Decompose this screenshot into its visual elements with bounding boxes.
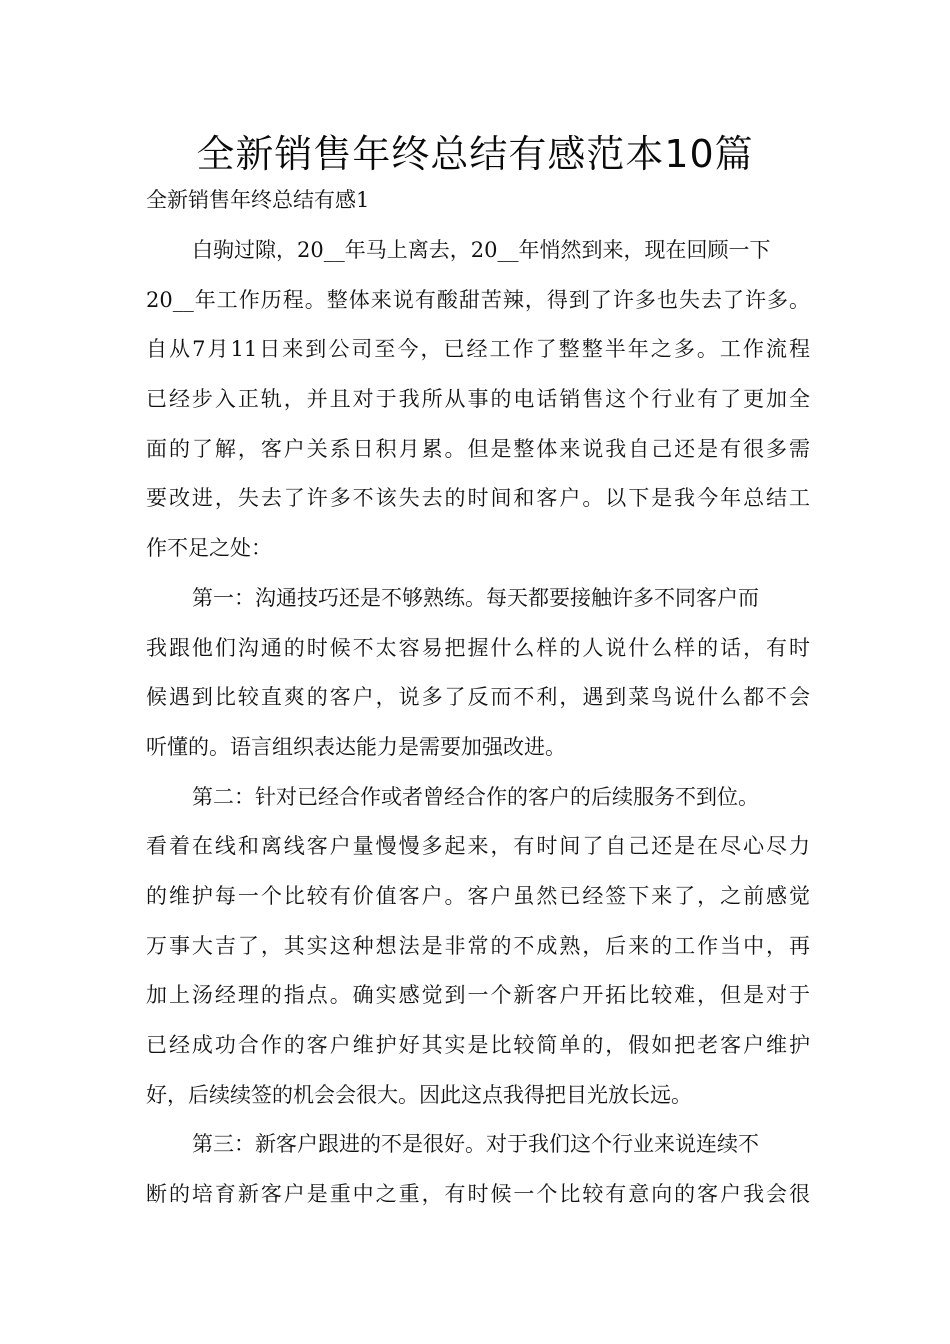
text-line: 我跟他们沟通的时候不太容易把握什么样的人说什么样的话，有时 bbox=[146, 635, 810, 660]
text-line: 20__年工作历程。整体来说有酸甜苦辣，得到了许多也失去了许多。 bbox=[146, 287, 810, 312]
text-line: 候遇到比较直爽的客户，说多了反而不利，遇到菜鸟说什么都不会 bbox=[146, 685, 810, 710]
text-line: 听懂的。语言组织表达能力是需要加强改进。 bbox=[146, 734, 566, 759]
text-line: 白驹过隙，20__年马上离去，20__年悄然到来，现在回顾一下 bbox=[192, 238, 771, 262]
text-line: 看着在线和离线客户量慢慢多起来，有时间了自己还是在尽心尽力 bbox=[146, 834, 810, 859]
text-line: 第三：新客户跟进的不是很好。对于我们这个行业来说连续不 bbox=[192, 1132, 759, 1157]
text-line: 要改进，失去了许多不该失去的时间和客户。以下是我今年总结工 bbox=[146, 486, 810, 511]
document-title: 全新销售年终总结有感范本10篇 bbox=[196, 132, 754, 176]
text-line: 第二：针对已经合作或者曾经合作的客户的后续服务不到位。 bbox=[192, 784, 759, 809]
text-line: 已经成功合作的客户维护好其实是比较简单的，假如把老客户维护 bbox=[146, 1033, 810, 1057]
document-subtitle: 全新销售年终总结有感1 bbox=[146, 188, 370, 212]
text-line: 断的培育新客户是重中之重，有时候一个比较有意向的客户我会很 bbox=[146, 1182, 810, 1207]
text-line: 万事大吉了，其实这种想法是非常的不成熟，后来的工作当中，再 bbox=[146, 933, 810, 958]
text-line: 自从7月11日来到公司至今，已经工作了整整半年之多。工作流程 bbox=[146, 337, 810, 362]
text-line: 好，后续续签的机会会很大。因此这点我得把目光放长远。 bbox=[146, 1082, 692, 1107]
document-body bbox=[146, 226, 810, 1220]
text-line: 第一：沟通技巧还是不够熟练。每天都要接触许多不同客户而 bbox=[192, 585, 759, 610]
text-line: 的维护每一个比较有价值客户。客户虽然已经签下来了，之前感觉 bbox=[146, 883, 810, 908]
text-line: 作不足之处： bbox=[146, 536, 272, 561]
text-line: 加上汤经理的指点。确实感觉到一个新客户开拓比较难，但是对于 bbox=[146, 983, 810, 1008]
text-line: 面的了解，客户关系日积月累。但是整体来说我自己还是有很多需 bbox=[146, 436, 810, 461]
text-line: 已经步入正轨，并且对于我所从事的电话销售这个行业有了更加全 bbox=[146, 387, 810, 412]
